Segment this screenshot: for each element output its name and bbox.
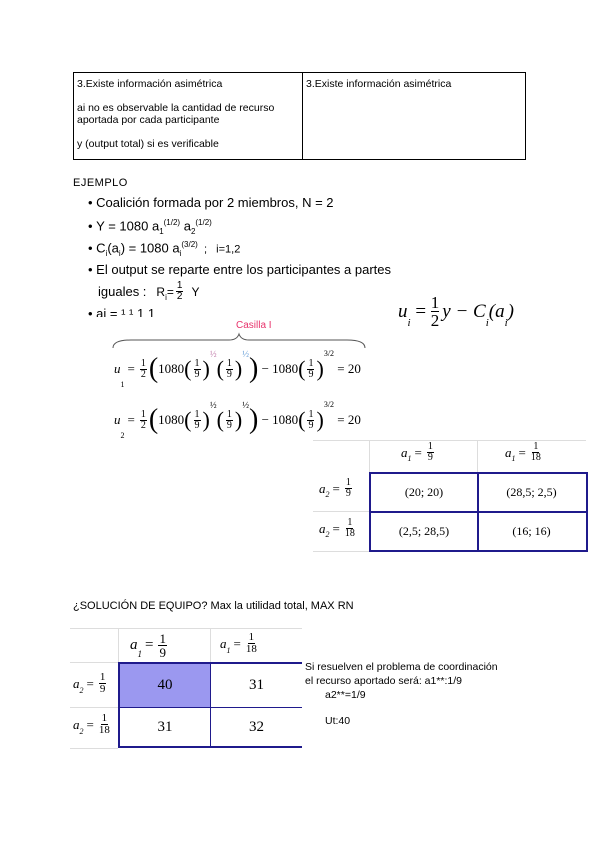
formula-u-sub: i: [407, 317, 411, 329]
bullet-3-g: (3/2): [181, 240, 198, 249]
bullet-4-i: i: [165, 293, 167, 302]
eq1-fn-c: 1: [308, 357, 314, 369]
m1-col1-d: 9: [427, 452, 433, 463]
m1-col1-frac: [427, 442, 434, 463]
m2-col1-header: a $_1$ = $\frac{1}{9}$: [130, 631, 166, 660]
m1-row1-n: 1: [345, 477, 351, 488]
bullet-2-sup1: (1/2): [163, 218, 181, 227]
m1-row2-frac: [345, 518, 355, 539]
bullet-4-text: El output se reparte entre los participantes a partes: [96, 262, 392, 277]
bullet-1: • Coalición formada por 2 miembros, N = 2: [88, 195, 334, 210]
bullet-1-text: Coalición formada por 2 miembros, N = 2: [96, 195, 334, 210]
bullet-3-e: ) = 1080 a: [120, 240, 180, 256]
m1-row1-d: 9: [345, 488, 351, 499]
formula-ai-sub: i: [504, 317, 508, 329]
eq2-frac-a: [194, 410, 201, 431]
bullet-4-frac: [176, 281, 184, 302]
payoff-matrix-1: [313, 440, 586, 552]
eq2-exp-b: ½: [242, 400, 249, 410]
m2-row1-sub: 2: [79, 686, 84, 695]
bullet-4-Y: Y: [191, 284, 200, 299]
m2-row1-n: 1: [99, 671, 106, 683]
bullet-4-num: 1: [176, 280, 183, 291]
equation-u1: u 1 = $\frac{1}{2}$ ( 1080 ( $\frac{1}{9}$ ) $^{\frac{1}{2}}$ ( $\frac{1}{9}$ ) $^{\frac{1}{2}}$ ) − 1080 ( $\frac{1}{9}$ ) $^{3/2}$ = 20: [114, 349, 361, 389]
eq1-half-d: 2: [140, 368, 146, 380]
bullet-2-text: Y = 1080 a: [96, 218, 160, 234]
bullet-4-eq: =: [166, 284, 174, 299]
eq2-half: [140, 410, 147, 431]
eq1-exp-a: ½: [209, 349, 217, 359]
bullet-2-sub1: 1: [159, 226, 164, 236]
m2-cell: 40: [157, 677, 173, 693]
m1-col2-n: 1: [533, 441, 539, 452]
m1-row2-sub: 2: [325, 530, 330, 539]
left-line3: y (output total) si es verificable: [77, 138, 219, 150]
eq1-fn-b: 1: [226, 357, 232, 369]
ejemplo-heading: EJEMPLO: [73, 177, 128, 189]
m2-row2-var: a: [73, 716, 80, 732]
eq1-frac-a: [194, 359, 201, 380]
info-table-right-cell: [303, 73, 526, 160]
m2-row2-n: 1: [101, 712, 108, 724]
m2-row1-frac: [99, 672, 107, 695]
right-line1: 3.Existe información asimétrica: [306, 78, 452, 90]
m2-col2-frac: [246, 632, 257, 655]
solucion-heading: ¿SOLUCIÓN DE EQUIPO? Max la utilidad total, MAX RN: [73, 600, 354, 612]
bullet-2-sub2: 2: [190, 226, 196, 236]
m2-col2-header: a $_1$ = $\frac{1}{18}$: [220, 631, 257, 655]
eq2-lhs: u: [114, 412, 121, 427]
formula-rest: y − C: [442, 300, 486, 322]
eq2-fd-c: 9: [308, 419, 314, 431]
m2-row2-d: 18: [98, 724, 110, 736]
eq2-frac-c: [307, 410, 314, 431]
eq2-fn-b: 1: [226, 408, 232, 420]
m2-col2-var: a: [220, 635, 227, 651]
info-table-left-cell: [74, 73, 303, 160]
eq2-half-d: 2: [140, 419, 146, 431]
m1-row2-n: 1: [347, 517, 353, 528]
m2-col2-d: 18: [245, 643, 257, 655]
m1-col2-frac: [531, 442, 541, 463]
formula-ai: (a: [488, 300, 505, 322]
m2-row1-header: a $_2$ = $\frac{1}{9}$: [73, 671, 106, 695]
brace-icon: [111, 332, 367, 350]
bullet-4: • El output se reparte entre los participantes a partes: [88, 262, 392, 277]
m2-col1-n: 1: [159, 631, 166, 646]
bullet-4-den: 2: [176, 291, 183, 302]
m2-cell: 31: [249, 677, 264, 693]
eq2-tail: − 1080: [258, 412, 299, 427]
m1-col2-header: a $_1$ = $\frac{1}{18}$: [505, 441, 541, 463]
m2-col1-sub: 1: [137, 649, 142, 659]
note-line3: a2**=1/9: [325, 689, 366, 701]
formula-half: [431, 294, 440, 329]
left-line1: 3.Existe información asimétrica: [77, 78, 223, 90]
m1-col1-header: a $_1$ = $\frac{1}{9}$: [401, 441, 433, 463]
m2-row2-header: a $_2$ = $\frac{1}{18}$: [73, 712, 110, 736]
m2-col1-frac: [158, 632, 167, 659]
eq2-fd-b: 9: [226, 419, 232, 431]
m2-cell: 31: [157, 718, 173, 735]
formula-half-n: 1: [430, 293, 440, 312]
eq2-fd-a: 9: [194, 419, 200, 431]
m1-row2-header: a $_2$ = $\frac{1}{18}$: [319, 517, 355, 539]
m1-row1-sub: 2: [325, 490, 330, 499]
payoff-matrix-2: [70, 628, 302, 750]
eq2-fn-c: 1: [308, 408, 314, 420]
bullet-2-sup2: (1/2): [195, 218, 212, 227]
bullet-3: • $C_i(a_i) = 1080$ $a_i^{(3/2)}$ ; i=1,2: [88, 240, 241, 258]
formula-eq: =: [410, 300, 431, 322]
bullet-5: • ai = ¹ ¹ 1 1: [88, 306, 155, 317]
m1-cell: (28,5; 2,5): [506, 485, 557, 499]
eq1-fn-a: 1: [194, 357, 200, 369]
eq1-sub: 1: [120, 380, 125, 389]
m1-col1-sub: 1: [407, 454, 412, 463]
m1-row2-var: a: [319, 520, 326, 536]
m1-row1-header: a $_2$ = $\frac{1}{9}$: [319, 477, 351, 499]
eq1-fd-c: 9: [308, 368, 314, 380]
bullet-3-c: (a: [107, 240, 119, 256]
m2-col2-n: 1: [248, 631, 255, 643]
m2-row2-frac: [99, 713, 110, 736]
eq1-fd-a: 9: [194, 368, 200, 380]
formula-u: u: [398, 300, 408, 322]
eq1-result: = 20: [334, 361, 361, 376]
eq1-tail: − 1080: [258, 361, 299, 376]
bullet-4-R: R: [156, 284, 166, 299]
bullet-3-f: i: [179, 248, 182, 258]
m1-col2-d: 18: [530, 452, 541, 463]
eq1-1080: 1080: [158, 361, 185, 376]
bullet-5-text: ai = ¹ ¹ 1 1: [96, 306, 156, 317]
note-line4: Ut:40: [325, 715, 351, 727]
casilla-label: Casilla I: [236, 320, 272, 331]
bullet-2-mid: a: [180, 218, 191, 234]
eq2-sub: 2: [120, 431, 125, 440]
left-line2: ai no es observable la cantidad de recurso aportada por cada participante: [77, 102, 275, 126]
bullet-3-h: ; i=1,2: [197, 243, 241, 256]
m1-cell: (2,5; 28,5): [398, 524, 450, 538]
m1-row2-d: 18: [344, 528, 355, 539]
m1-cell: (20; 20): [404, 485, 444, 499]
m1-row1-var: a: [319, 480, 326, 496]
m1-col1-n: 1: [427, 441, 433, 452]
note-line2: el recurso aportado será: a1**:1/9: [305, 675, 463, 687]
eq2-exp-a: ½: [209, 400, 217, 410]
bullet-4-iguales: iguales :: [98, 284, 147, 299]
eq2-1080: 1080: [158, 412, 185, 427]
eq1-half: [140, 359, 147, 380]
formula-ci-sub: i: [485, 317, 489, 329]
eq1-exp-b: ½: [242, 349, 249, 359]
m1-col2-sub: 1: [511, 454, 516, 463]
eq2-fn-a: 1: [194, 408, 200, 420]
info-table: [73, 72, 526, 160]
eq1-frac-b: [226, 359, 233, 380]
m2-row1-d: 9: [99, 683, 106, 695]
eq2-result: = 20: [334, 412, 361, 427]
bullet-4-cont: [98, 281, 199, 302]
m1-cell: (16; 16): [512, 524, 551, 538]
eq1-half-n: 1: [140, 357, 146, 369]
m2-row2-sub: 2: [79, 727, 84, 736]
m2-col1-var: a: [130, 637, 138, 653]
equation-u2: u 2 = $\frac{1}{2}$ ( 1080 ( $\frac{1}{9}$ ) $^{\frac{1}{2}}$ ( $\frac{1}{9}$ ) $^{\frac{1}{2}}$ ) − 1080 ( $\frac{1}{9}$ ) $^{3/2}$ = 20: [114, 400, 361, 440]
eq2-half-n: 1: [140, 408, 146, 420]
note-line1: Si resuelven el problema de coordinación: [305, 661, 498, 673]
bullet-2: • Y = 1080 $a_1^{(1/2)}$ $a_2^{(1/2)}$: [88, 218, 212, 236]
eq1-exp-c: 3/2: [323, 349, 335, 358]
formula-close: ): [507, 300, 514, 322]
m2-col1-d: 9: [159, 645, 166, 660]
eq1-frac-c: [307, 359, 314, 380]
eq1-fd-b: 9: [226, 368, 232, 380]
eq2-exp-c: 3/2: [323, 400, 335, 409]
m2-cell: 32: [249, 718, 264, 735]
utility-formula: [398, 294, 514, 329]
eq1-lhs: u: [114, 361, 121, 376]
m1-col2-var: a: [505, 444, 512, 460]
bullet-3-a: C: [96, 240, 106, 256]
m1-col1-var: a: [401, 444, 408, 460]
m2-col2-sub: 1: [226, 646, 231, 655]
bullet-3-d: i: [118, 248, 121, 258]
eq2-frac-b: [226, 410, 233, 431]
m1-row1-frac: [345, 478, 352, 499]
m2-row1-var: a: [73, 675, 80, 691]
coordination-note: [305, 660, 498, 728]
formula-half-d: 2: [430, 311, 440, 330]
bullet-3-b: i: [105, 248, 108, 258]
